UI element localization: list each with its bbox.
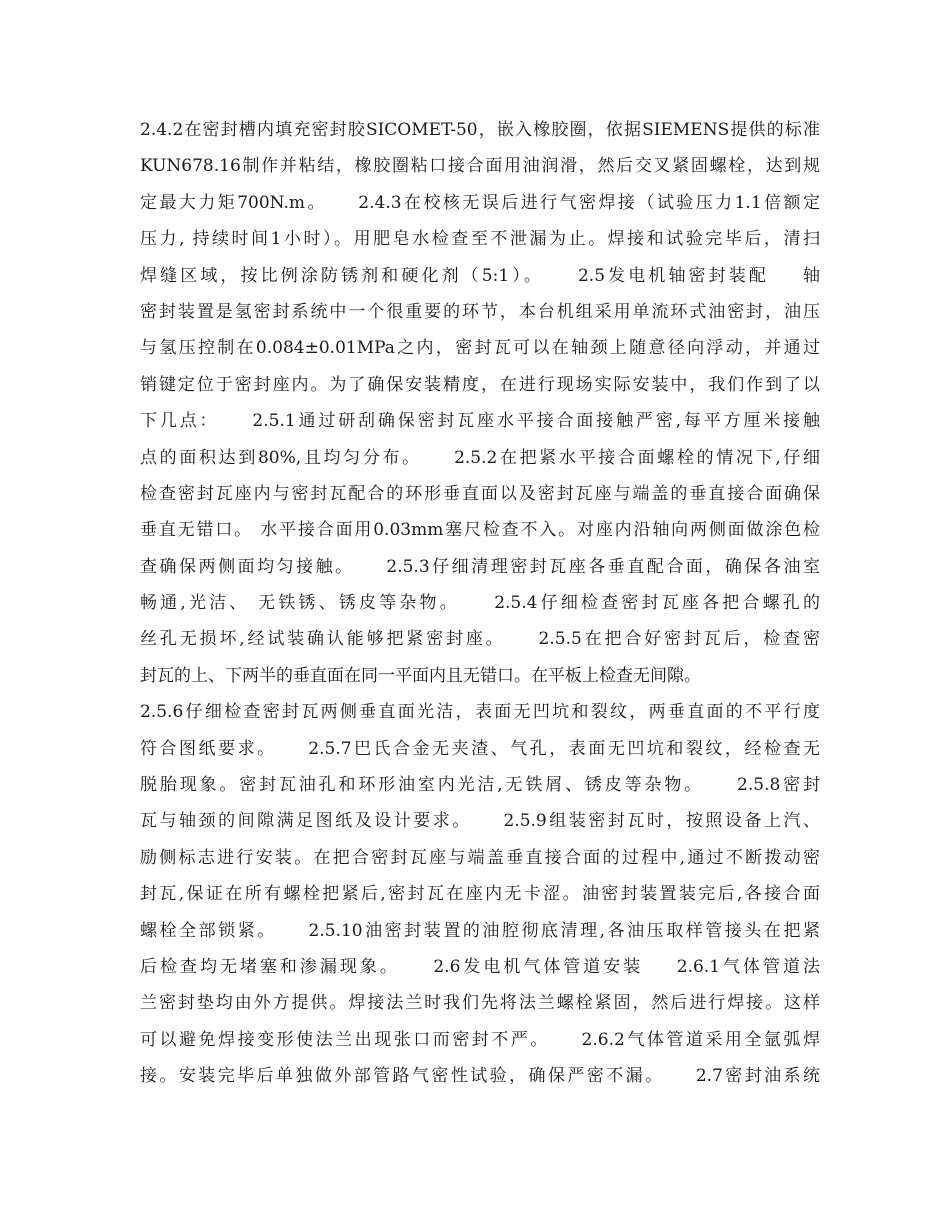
text-line-14: 畅通,光洁、 无铁锈、锈皮等杂物。 2.5.4仔细检查密封瓦座各把合螺孔的 [140,593,820,614]
text-line-13: 查确保两侧面均匀接触。 2.5.3仔细清理密封瓦座各垂直配合面，确保各油室 [140,556,820,577]
text-line-8: 销键定位于密封座内。为了确保安装精度，在进行现场实际安装中，我们作到了以 [140,374,820,395]
text-line-27: 接。安装完毕后单独做外部管路气密性试验，确保严密不漏。 2.7密封油系统 [140,1066,820,1087]
text-line-24: 后检查均无堵塞和渗漏现象。 2.6发电机气体管道安装 2.6.1气体管道法 [140,956,820,977]
text-line-4: 压力, 持续时间1小时）。用肥皂水检查至不泄漏为止。焊接和试验完毕后，清扫 [140,229,820,250]
text-line-23: 螺栓全部锁紧。 2.5.10油密封装置的油腔彻底清理,各油压取样管接头在把紧 [140,920,820,941]
text-line-15: 丝孔无损坏,经试装确认能够把紧密封座。 2.5.5在把合好密封瓦后，检查密 [140,629,820,650]
text-line-18: 符合图纸要求。 2.5.7巴氏合金无夹渣、气孔，表面无凹坑和裂纹，经检查无 [140,738,820,759]
text-line-21: 励侧标志进行安装。在把合密封瓦座与端盖垂直接合面的过程中,通过不断拨动密 [140,847,820,868]
text-line-17: 2.5.6仔细检查密封瓦两侧垂直面光洁，表面无凹坑和裂纹，两垂直面的不平行度 [140,702,820,723]
text-line-9: 下几点： 2.5.1通过研刮确保密封瓦座水平接合面接触严密,每平方厘米接触 [140,411,820,432]
text-line-19: 脱胎现象。密封瓦油孔和环形油室内光洁,无铁屑、锈皮等杂物。 2.5.8密封 [140,775,820,796]
text-line-11: 检查密封瓦座内与密封瓦配合的环形垂直面以及密封瓦座与端盖的垂直接合面确保 [140,483,820,504]
text-line-25: 兰密封垫均由外方提供。焊接法兰时我们先将法兰螺栓紧固，然后进行焊接。这样 [140,993,820,1014]
text-line-20: 瓦与轴颈的间隙满足图纸及设计要求。 2.5.9组装密封瓦时，按照设备上汽、 [140,811,820,832]
text-line-3: 定最大力矩700N.m。 2.4.3在校核无误后进行气密焊接（试验压力1.1倍额定 [140,192,820,213]
text-line-5: 焊缝区域，按比例涂防锈剂和硬化剂（5:1）。 2.5发电机轴密封装配 轴 [140,265,820,286]
text-line-26: 可以避免焊接变形使法兰出现张口而密封不严。 2.6.2气体管道采用全氩弧焊 [140,1029,820,1050]
text-line-2: KUN678.16制作并粘结，橡胶圈粘口接合面用油润滑，然后交叉紧固螺栓，达到规 [140,156,820,177]
text-line-16: 封瓦的上、下两半的垂直面在同一平面内且无错口。在平板上检查无间隙。 [140,665,701,686]
text-line-12: 垂直无错口。 水平接合面用0.03mm塞尺检查不入。对座内沿轴向两侧面做涂色检 [140,520,820,541]
text-line-7: 与氢压控制在0.084±0.01MPa之内，密封瓦可以在轴颈上随意径向浮动，并通过 [140,338,820,359]
text-line-10: 点的面积达到80%,且均匀分布。 2.5.2在把紧水平接合面螺栓的情况下,仔细 [140,447,820,468]
text-line-6: 密封装置是氢密封系统中一个很重要的环节，本台机组采用单流环式油密封，油压 [140,301,820,322]
text-line-22: 封瓦,保证在所有螺栓把紧后,密封瓦在座内无卡涩。油密封装置装完后,各接合面 [140,884,820,905]
body-text [140,112,820,1095]
text-line-1: 2.4.2在密封槽内填充密封胶SICOMET-50，嵌入橡胶圈，依据SIEMENS提供的标准 [140,120,820,140]
